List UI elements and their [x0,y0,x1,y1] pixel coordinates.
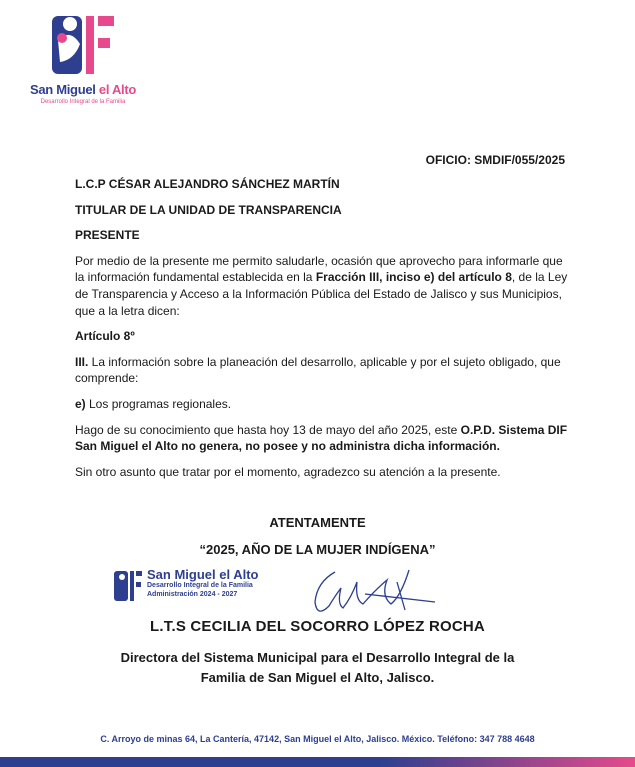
dif-logo [28,10,138,110]
farewell-paragraph: Sin otro asunto que tratar por el momento, agradezco su atención a la presente. [75,464,501,479]
stamp-title: San Miguel el Alto [147,567,259,582]
stamp-line1: Desarrollo Integral de la Familia [147,582,253,589]
signature [305,560,445,620]
inciso-paragraph: e) Los programas regionales. [75,396,232,411]
atentamente: ATENTAMENTE [269,515,366,530]
letter-body [75,176,570,480]
article-heading: Artículo 8º [75,329,135,344]
statement-paragraph: Hago de su conocimiento que hasta hoy 13 de mayo del año 2025, este O.P.D. Sistema DIF San Miguel el Alto no genera, no posee y no administra dicha información. [75,422,568,454]
footer-address: C. Arroyo de minas 64, La Cantería, 47142, San Miguel el Alto, Jalisco. México. Teléfono: 347 788 4648 [100,734,535,744]
signer-name: L.T.S CECILIA DEL SOCORRO LÓPEZ ROCHA [150,618,485,635]
fraction-paragraph: III. La información sobre la planeación del desarrollo, aplicable y por el sujeto obligado, que comprende: [75,354,561,386]
recipient-name: L.C.P CÉSAR ALEJANDRO SÁNCHEZ MARTÍN [75,177,340,191]
stamp-line2: Administración 2024 - 2027 [147,591,238,598]
intro-paragraph: Por medio de la presente me permito saludarle, ocasión que aprovecho para informarle que la información fundamental establecida en la Fracción III, inciso e) del artículo 8, de la Ley de Transparencia y Acceso a la Información Pública del Estado de Jalisco y sus Municipios, que a la letra dicen: [75,253,568,318]
signer-position-line2: Familia de San Miguel el Alto, Jalisco. [200,670,435,685]
oficio-number: OFICIO: SMDIF/055/2025 [425,153,565,167]
stamp-logo-icon [113,569,143,603]
dif-logo-icon [50,10,116,78]
presente: PRESENTE [75,228,140,243]
logo-name: San Miguel el Alto [29,82,137,97]
footer-bar [0,757,635,767]
recipient-title: TITULAR DE LA UNIDAD DE TRANSPARENCIA [75,202,342,217]
institution-stamp [113,567,283,605]
signer-position-line1: Directora del Sistema Municipal para el Desarrollo Integral de la [120,650,515,665]
logo-subtitle: Desarrollo Integral de la Familia [40,99,126,105]
motto: “2025, AÑO DE LA MUJER INDÍGENA” [199,542,436,557]
